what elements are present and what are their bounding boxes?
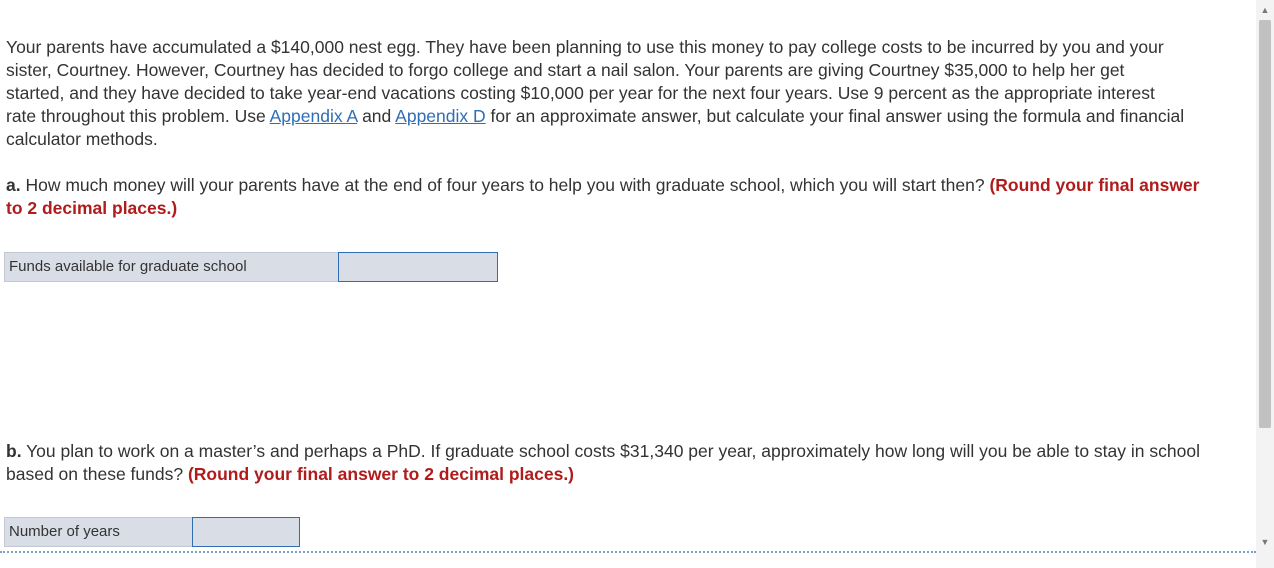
intro-text-after: for an approximate answer, but calculate your final answer using the formula and financial calculator methods. xyxy=(6,106,1185,149)
question-b-instruction: (Round your final answer to 2 decimal places.) xyxy=(187,464,575,484)
question-b-marker: b. xyxy=(6,441,22,461)
number-of-years-input[interactable] xyxy=(192,517,300,547)
question-a-text: How much money will your parents have at the end of four years to help you with graduate school, which you will start then? xyxy=(20,175,990,195)
number-of-years-input-wrap xyxy=(192,517,300,547)
question-b xyxy=(6,440,1206,486)
number-of-years-label: Number of years xyxy=(4,517,192,547)
appendix-d-link[interactable]: Appendix D xyxy=(395,106,486,126)
problem-intro xyxy=(6,36,1186,151)
question-a-marker: a. xyxy=(6,175,21,195)
funds-available-label: Funds available for graduate school xyxy=(4,252,338,282)
funds-available-input[interactable] xyxy=(338,252,498,282)
question-a-instruction: (Round your final answer to 2 decimal places.) xyxy=(6,175,1200,218)
funds-available-input-wrap xyxy=(338,252,498,282)
intro-text-before: Your parents have accumulated a $140,000 nest egg. They have been planning to use this money to pay college costs to be incurred by you and your sister, Courtney. However, Courtney has decided to forgo college and start a nail salon. Your parents are giving Courtney $35,000 to help her get started, and they have decided to take year-end vacations costing $10,000 per year for the next four years. Use 9 percent as the appropriate interest rate throughout this problem. Use xyxy=(6,37,1164,126)
scrollbar-thumb[interactable] xyxy=(1259,20,1271,428)
vertical-scrollbar[interactable] xyxy=(1256,0,1274,568)
answer-row-a xyxy=(4,252,498,282)
scroll-up-icon[interactable]: ▲ xyxy=(1260,5,1270,15)
answer-row-b xyxy=(4,517,300,547)
question-a xyxy=(6,174,1206,220)
appendix-a-link[interactable]: Appendix A xyxy=(269,106,358,126)
intro-text-mid: and xyxy=(357,106,396,126)
section-divider xyxy=(0,551,1256,553)
scroll-down-icon[interactable]: ▼ xyxy=(1260,537,1270,547)
question-b-text: You plan to work on a master’s and perhaps a PhD. If graduate school costs $31,340 per year, approximately how long will you be able to stay in school based on these funds? xyxy=(6,441,1200,484)
